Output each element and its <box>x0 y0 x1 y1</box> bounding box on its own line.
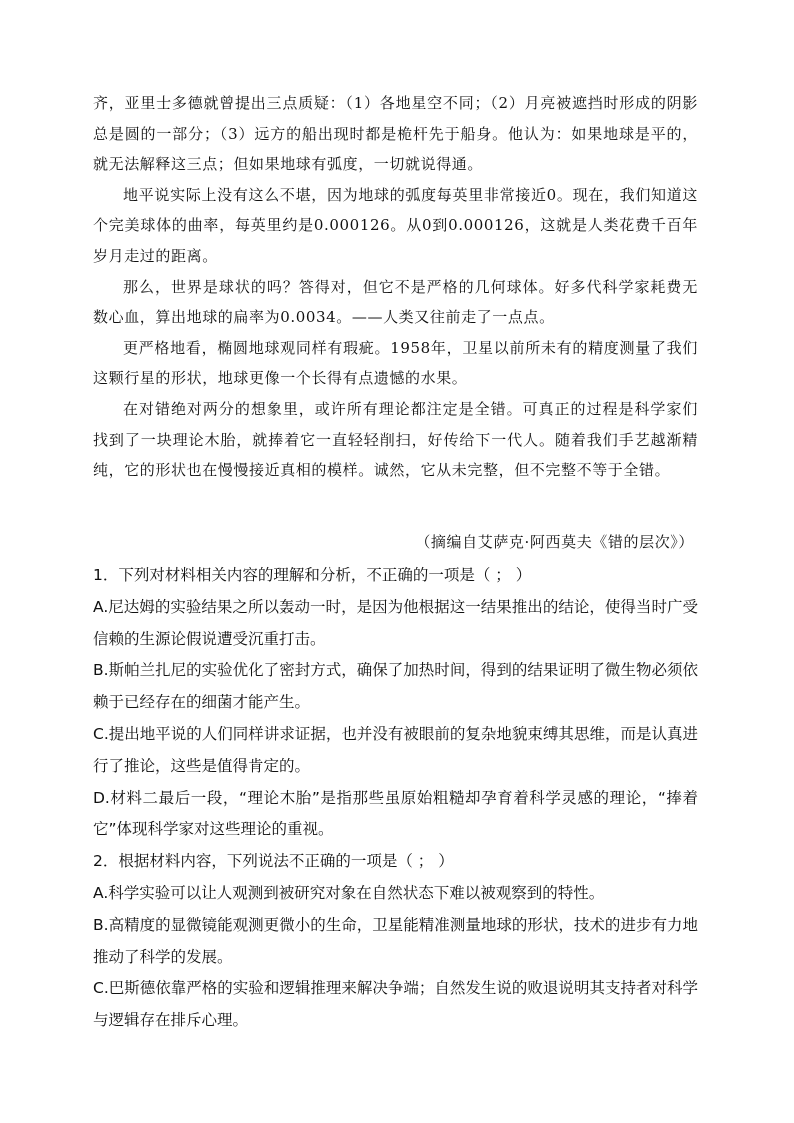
question-option-c: C.提出地平说的人们同样讲求证据，也并没有被眼前的复杂地貌束缚其思维，而是认真进行了推论，这些是值得肯定的。 <box>93 724 698 775</box>
question-option-b: B.斯帕兰扎尼的实验优化了密封方式，确保了加热时间，得到的结果证明了微生物必须依赖于已经存在的细菌才能产生。 <box>93 661 698 712</box>
passage-source-citation: （摘编自艾萨克·阿西莫夫《错的层次》） <box>415 533 694 551</box>
passage-paragraph-3: 那么，世界是球状的吗？答得对，但它不是严格的几何球体。好多代科学家耗费无数心血，算出地球的扁率为0.0034。——人类又往前走了一点点。 <box>93 277 698 327</box>
question-stem: 2．根据材料内容，下列说法不正确的一项是（ ； ） <box>93 852 454 871</box>
question-option-a: A.科学实验可以让人观测到被研究对象在自然状态下难以被观察到的特性。 <box>93 883 605 902</box>
question-option-d: D.材料二最后一段，“理论木胎”是指那些虽原始粗糙却孕育着科学灵感的理论，“捧着它”体现科学家对这些理论的重视。 <box>93 788 698 839</box>
passage-paragraph-2: 地平说实际上没有这么不堪，因为地球的弧度每英里非常接近0。现在，我们知道这个完美球体的曲率，每英里约是0.000126。从0到0.000126，这就是人类花费千百年岁月走过的距离。 <box>93 185 698 265</box>
passage-paragraph-4: 更严格地看，椭圆地球观同样有瑕疵。1958年，卫星以前所未有的精度测量了我们这颗行星的形状，地球更像一个长得有点遗憾的水果。 <box>93 338 698 388</box>
reading-passage <box>93 88 698 486</box>
question-list <box>93 560 698 1037</box>
question-option-c: C.巴斯德依靠严格的实验和逻辑推理来解决争端；自然发生说的败退说明其支持者对科学与逻辑存在排斥心理。 <box>93 979 698 1030</box>
question-option-a: A.尼达姆的实验结果之所以轰动一时，是因为他根据这一结果推出的结论，使得当时广受信赖的生源论假说遭受沉重打击。 <box>93 597 698 648</box>
question-1 <box>93 560 698 846</box>
question-2 <box>93 846 698 1037</box>
question-option-b: B.高精度的显微镜能观测更微小的生命，卫星能精准测量地球的形状，技术的进步有力地推动了科学的发展。 <box>93 915 698 966</box>
passage-paragraph-1: 齐，亚里士多德就曾提出三点质疑：（1）各地星空不同；（2）月亮被遮挡时形成的阴影总是圆的一部分；（3）远方的船出现时都是桅杆先于船身。他认为：如果地球是平的，就无法解释这三点；但如果地球有弧度，一切就说得通。 <box>93 94 698 174</box>
question-stem: 1．下列对材料相关内容的理解和分析，不正确的一项是（ ； ） <box>93 566 532 584</box>
passage-paragraph-5: 在对错绝对两分的想象里，或许所有理论都注定是全错。可真正的过程是科学家们找到了一块理论木胎，就捧着它一直轻轻削扫，好传给下一代人。随着我们手艺越渐精纯，它的形状也在慢慢接近真相的模样。诚然，它从未完整，但不完整不等于全错。 <box>93 399 698 480</box>
